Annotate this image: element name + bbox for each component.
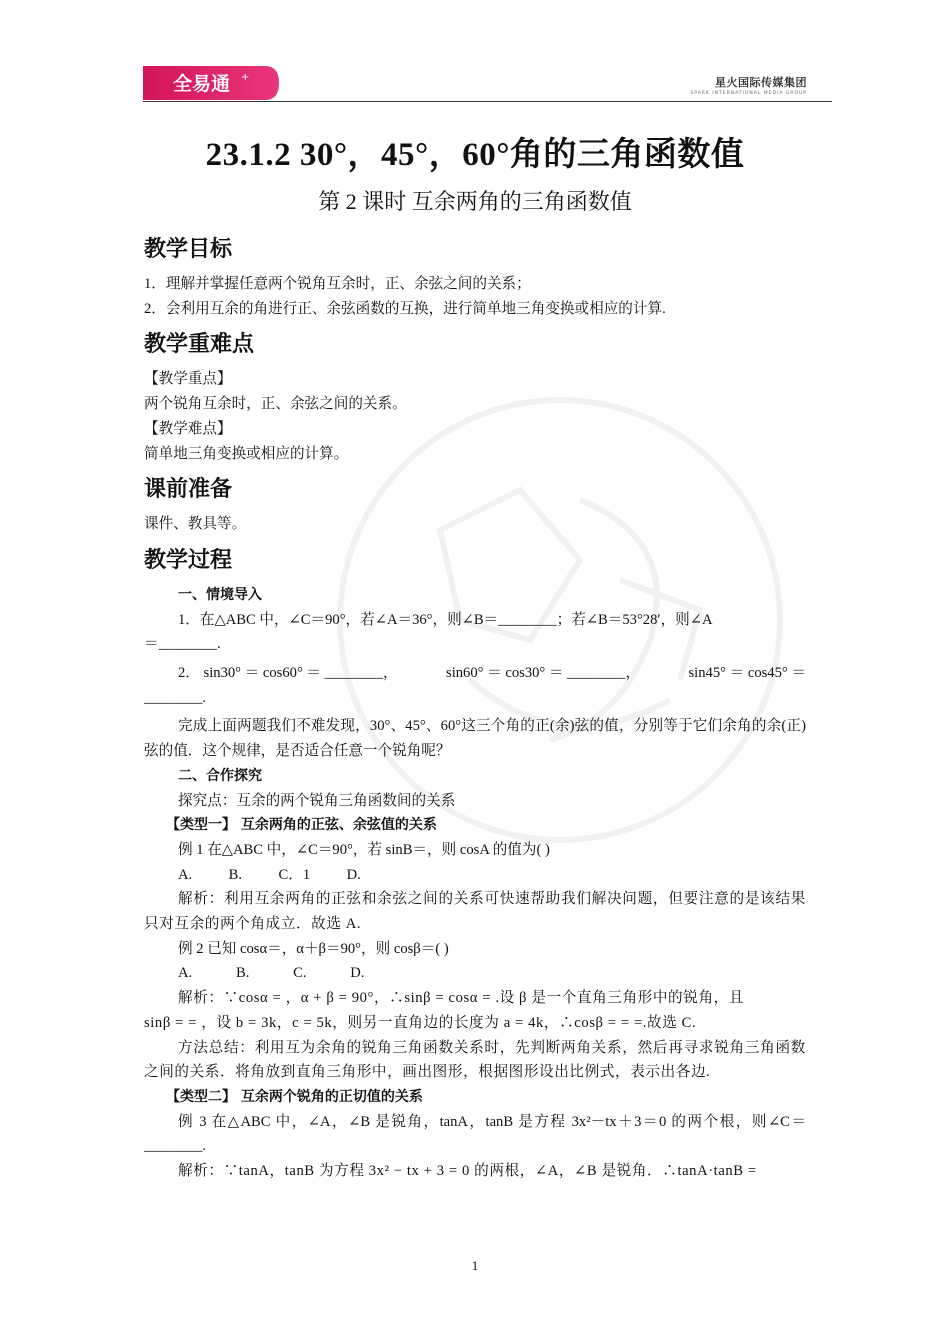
goal-item-2: 2．会利用互余的角进行正、余弦函数的互换，进行简单地三角变换或相应的计算. [144,300,666,317]
document-body [144,232,806,1184]
key-point-text: 两个锐角互余时，正、余弦之间的关系。 [144,396,407,413]
example-2-options: A. B. C. D. [178,965,365,982]
prep-heading: 课前准备 [144,477,233,503]
quanyitong-logo [143,66,279,100]
page-number: 1 [471,1258,479,1273]
explore-point: 探究点：互余的两个锐角三角函数间的关系 [178,792,456,809]
process-heading: 教学过程 [144,547,233,573]
goal-item-1: 1．理解并掌握任意两个锐角互余时，正、余弦之间的关系； [144,276,531,292]
example-2: 例 2 已知 cosα＝，α＋β＝90°，则 cosβ＝( ) [178,940,449,957]
type-2-heading: 【类型二】 互余两个锐角的正切值的关系 [166,1088,423,1105]
part2-heading: 二、合作探究 [178,767,262,784]
method-summary: 方法总结：利用互为余角的锐角三角函数关系时，先判断两角关系，然后再寻求锐角三角函数之间的关系．将角放到直角三角形中，画出图形，根据图形设出比例式，表示出各边. [144,1039,806,1081]
brand-name-en: SPARK INTERNATIONAL MEDIA GROUP [690,91,807,96]
example-3-solution: 解析：∵tanA，tanB 为方程 3x² − tx + 3 = 0 的两根，∠A，∠B 是锐角．∴tanA·tanB = [178,1163,757,1180]
question-2-line-2: ________. [144,689,207,706]
page-subtitle: 第 2 课时 互余两角的三角函数值 [318,189,632,214]
question-1-line-2: ＝________. [144,636,221,653]
logo-text: 全易通 [173,73,231,95]
prep-text: 课件、教具等。 [144,516,247,533]
hard-point-label: 【教学难点】 [144,420,232,437]
question-2-part-c: sin45° ＝ cos45° ＝ [688,665,806,682]
question-2-part-a: 2． sin30° ＝ cos60° ＝ ________， [178,665,398,682]
brand-name-cn: 星火国际传媒集团 [715,76,807,89]
svg-text:+: + [241,72,250,83]
question-2-part-b: sin60° ＝ cos30° ＝ ________， [446,665,641,682]
hard-point-text: 简单地三角变换或相应的计算。 [144,445,349,462]
key-point-label: 【教学重点】 [144,371,232,388]
header-divider [143,101,832,102]
question-2-line-1 [144,661,806,686]
question-1-line-1: 1．在△ABC 中，∠C＝90°，若∠A＝36°，则∠B＝________；若∠B＝53°28′，则∠A [178,611,713,628]
type-1-heading: 【类型一】 互余两角的正弦、余弦值的关系 [166,817,437,834]
example-1: 例 1 在△ABC 中，∠C＝90°，若 sinB＝，则 cosA 的值为( ) [178,841,550,858]
goals-heading: 教学目标 [144,237,233,262]
example-2-solution-line-1: 解析：∵cosα = ，α + β = 90°，∴sinβ = cosα = .设 β 是一个直角三角形中的锐角，且 [178,990,745,1007]
example-2-solution-line-2: sinβ = = ，设 b = 3k，c = 5k，则另一直角边的长度为 a = 4k，∴cosβ = = =.故选 C. [144,1014,697,1031]
finish-paragraph: 完成上面两题我们不难发现，30°、45°、60°这三个角的正(余)弦的值，分别等于它们余角的余(正)弦的值．这个规律，是否适合任意一个锐角呢？ [144,718,806,760]
part1-heading: 一、情境导入 [178,586,262,603]
difficulty-heading: 教学重难点 [144,332,255,358]
example-1-solution: 解析：利用互余两角的正弦和余弦之间的关系可快速帮助我们解决问题，但要注意的是该结果只对互余的两个角成立．故选 A. [144,891,806,933]
example-1-options: A. B. C．1 D. [178,866,361,883]
page-title: 23.1.2 30°，45°，60°角的三角函数值 [205,137,745,173]
brand-block [690,74,807,96]
example-3: 例 3 在△ABC 中，∠A，∠B 是锐角，tanA，tanB 是方程 3x²－tx＋3＝0 的两个根，则∠C＝________. [144,1113,806,1155]
